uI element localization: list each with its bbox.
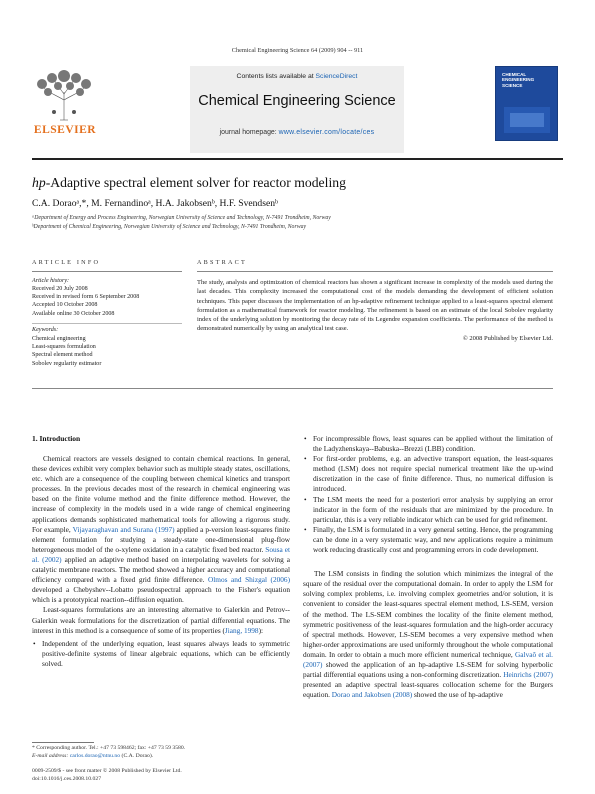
list-item: • The LSM meets the need for a posteriori error analysis by supplying an error indicator in the form of the residuals that are minimized by the procedure. In particular, this is a very reliable indicator which can be used for grid refinement. bbox=[303, 495, 553, 525]
keyword-item: Least-squares formulation bbox=[32, 344, 96, 351]
affiliation-a: ᵃDepartment of Energy and Process Engineering, Norwegian University of Science and Technology, N-7491 Trondheim, Norway bbox=[32, 215, 331, 221]
keyword-item: Sobolev regularity estimator bbox=[32, 360, 102, 367]
text-run: applied a p-version least-squares finite element formulation for studying a steady-state one-dimensional plug-flow heterogeneous model of the o-xylene oxidation in a catalytic fixed bed reactor. bbox=[32, 524, 290, 554]
left-column bbox=[32, 454, 290, 669]
cover-title: CHEMICAL ENGINEERING SCIENCE bbox=[502, 72, 535, 88]
journal-homepage bbox=[190, 129, 404, 136]
homepage-text: journal homepage: bbox=[219, 129, 279, 136]
authors: C.A. Doraoᵃ,*, M. Fernandinoᵃ, H.A. Jakobsenᵇ, H.F. Svendsenᵇ bbox=[32, 198, 278, 209]
text-run: presented an adaptive spectral least-squares collocation scheme for the Burgers equation. bbox=[303, 680, 553, 700]
keywords-list bbox=[32, 335, 187, 368]
keywords-rule bbox=[32, 323, 182, 324]
journal-cover-image bbox=[495, 66, 558, 141]
article-title bbox=[32, 175, 563, 191]
citation-link[interactable]: Galvaõ et al. (2007) bbox=[303, 649, 553, 669]
citation-link[interactable]: Dorao and Jakobsen (2008) bbox=[331, 690, 413, 700]
list-item: • For incompressible flows, least squares can be applied without the limitation of the Ladyzhenskaya--Babuska--Brezzi (LBB) condition. bbox=[303, 434, 553, 454]
citation-link[interactable]: Olmos and Shizgal (2006) bbox=[207, 575, 291, 585]
article-info-label: ARTICLE INFO bbox=[32, 259, 101, 266]
property-list-right bbox=[303, 434, 553, 555]
history-label: Article history: bbox=[32, 278, 70, 284]
title-italic: hp bbox=[32, 175, 46, 190]
text-run: Least-squares formulations are an interesting alternative to Galerkin and Petrov--Galerkin weak formulations for the discretization of partial differential equations. The interest in this method is a consequence of some of its properties ( bbox=[32, 605, 290, 635]
footnote-rule bbox=[32, 742, 94, 743]
history-list bbox=[32, 285, 187, 318]
citation-link[interactable]: Sousa et al. (2002) bbox=[32, 544, 290, 564]
issn-line: 0009-2509/$ - see front matter © 2008 Published by Elsevier Ltd. bbox=[32, 768, 182, 774]
text-run: ): bbox=[258, 625, 264, 635]
elsevier-wordmark: ELSEVIER bbox=[33, 124, 97, 136]
header-rule bbox=[32, 158, 563, 160]
cover-pattern bbox=[496, 67, 558, 141]
history-item: Received 20 July 2008 bbox=[32, 286, 88, 292]
list-item: • Finally, the LSM is formulated in a very general setting. Hence, the programming can be done in a very systematic way, and new applications require a minimum work reducing drastically cost and programming errors in code development. bbox=[303, 525, 553, 555]
text-run: developed a Chebyshev--Lobatto pseudospectral approach to the Fisher's equation which is a prototypical reaction--diffusion equation. bbox=[32, 585, 290, 605]
citation-link[interactable]: Heinrichs (2007) bbox=[503, 670, 553, 680]
email-link[interactable]: carlos.dorao@ntnu.no bbox=[69, 753, 121, 759]
footnote-email bbox=[32, 753, 292, 760]
sciencedirect-link[interactable]: ScienceDirect bbox=[315, 73, 358, 80]
journal-reference: Chemical Engineering Science 64 (2009) 904 -- 911 bbox=[231, 47, 364, 54]
email-suffix: (C.A. Dorao). bbox=[120, 753, 154, 759]
abstract-bottom-rule bbox=[32, 388, 553, 389]
affiliation-b: ᵇDepartment of Chemical Engineering, Norwegian University of Science and Technology, N-7491 Trondheim, Norway bbox=[32, 224, 307, 230]
abstract-text: The study, analysis and optimization of chemical reactors has shown a significant increase in complexity of the models used during the last decades. This complexity increased the computational cost of the models demanding the development of efficient solution techniques. This paper discusses the implementation of an hp-adaptive refinement technique applied to a least-squares spectral element formulation as a mathematical framework for reactor modeling. The refinement is based on an estimate of the local Sobolev regularity index of the underlying solution by monitoring the decay rate of its Legendre expansion coefficients. The performance of the method is demonstrated numerically by using an analytical test case. bbox=[197, 279, 553, 333]
history-item: Available online 30 October 2008 bbox=[32, 310, 115, 317]
citation-link[interactable]: Vijayaraghavan and Surana (1997) bbox=[72, 524, 175, 534]
section-heading: 1. Introduction bbox=[32, 434, 81, 443]
keywords-label: Keywords: bbox=[32, 327, 59, 333]
text-run: applied an adaptive method based on interpolating wavelets for solving a catalytic membrane reactors. The method showed a higher accuracy and computational efficiency compared with a fixed grid finite difference. bbox=[32, 554, 290, 585]
abstract-body bbox=[197, 278, 553, 343]
abstract-rule bbox=[197, 271, 553, 272]
abstract-label: ABSTRACT bbox=[197, 259, 247, 266]
paragraph bbox=[32, 454, 290, 605]
footnote-corresponding: * Corresponding author. Tel.: +47 73 598462; fax: +47 73 59 3580. bbox=[32, 745, 186, 751]
text-run: Chemical reactors are vessels designed to contain chemical reactions. In general, these devices exhibit very complex behavior such as multiple steady states, oscillations, etc. which are a consequence of the coupling between chemical kinetics and transport processes. In the previous decades most of the research in chemical engineering was based on the finite volume method and the finite difference method. However, the increase of complexity in the models used in a wide range of chemical engineering applications demands sophisticated mathematical tools for allowing a rigorous study. For example, bbox=[32, 454, 290, 534]
paragraph bbox=[32, 605, 290, 635]
journal-title: Chemical Engineering Science bbox=[198, 93, 396, 109]
keyword-item: Spectral element method bbox=[32, 352, 93, 359]
list-item: • For first-order problems, e.g. an advective transport equation, the least-squares method (LSM) does not require special numerical treatment like the up-wind discretization in the case of finite difference. Thus, no numerical diffusion is introduced. bbox=[303, 454, 553, 494]
property-list-left bbox=[32, 639, 290, 669]
right-column bbox=[303, 434, 553, 700]
abstract-copyright: © 2008 Published by Elsevier Ltd. bbox=[462, 334, 553, 342]
list-item: • Independent of the underlying equation, least squares always leads to symmetric positive-definite systems of linear algebraic equations, which can be efficiently solved. bbox=[32, 639, 290, 669]
homepage-link[interactable]: www.elsevier.com/locate/ces bbox=[278, 129, 375, 136]
article-info-rule bbox=[32, 271, 182, 272]
contents-line bbox=[190, 73, 404, 80]
contents-text: Contents lists available at bbox=[236, 73, 316, 80]
citation-link[interactable]: Jiang, 1998 bbox=[224, 625, 259, 635]
email-label: E-mail address: bbox=[32, 753, 70, 759]
paragraph bbox=[303, 569, 553, 700]
text-run: The LSM consists in finding the solution which minimizes the integral of the square of the residual over the computational domain. In order to apply the LSM for solving complex problems, i.e. involving complex geometries and/or solution, it is convenient to consider the least-squares spectral element method, LS-SEM, version of the method. The LS-SEM combines the locality of the finite element method, symmetric positiveness of the least-squares formulation and the high-order accuracy of spectral methods. However, LS-SEM becomes a very expensive method when higher-order approximations are used uniformly throughout the whole computational domain. In order to obtain a much more efficient numerical technique, bbox=[303, 569, 553, 659]
history-item: Received in revised form 6 September 2008 bbox=[32, 294, 140, 301]
history-item: Accepted 10 October 2008 bbox=[32, 302, 98, 309]
keyword-item: Chemical engineering bbox=[32, 336, 86, 342]
doi-line: doi:10.1016/j.ces.2008.10.027 bbox=[32, 776, 102, 782]
text-run: showed the application of an hp-adaptive LS-SEM for solving hyperbolic partial differential equations using a non-conforming discretization. bbox=[303, 659, 553, 680]
title-rest: -Adaptive spectral element solver for reactor modeling bbox=[45, 175, 346, 190]
text-run: showed the use of hp-adaptive bbox=[412, 690, 503, 700]
